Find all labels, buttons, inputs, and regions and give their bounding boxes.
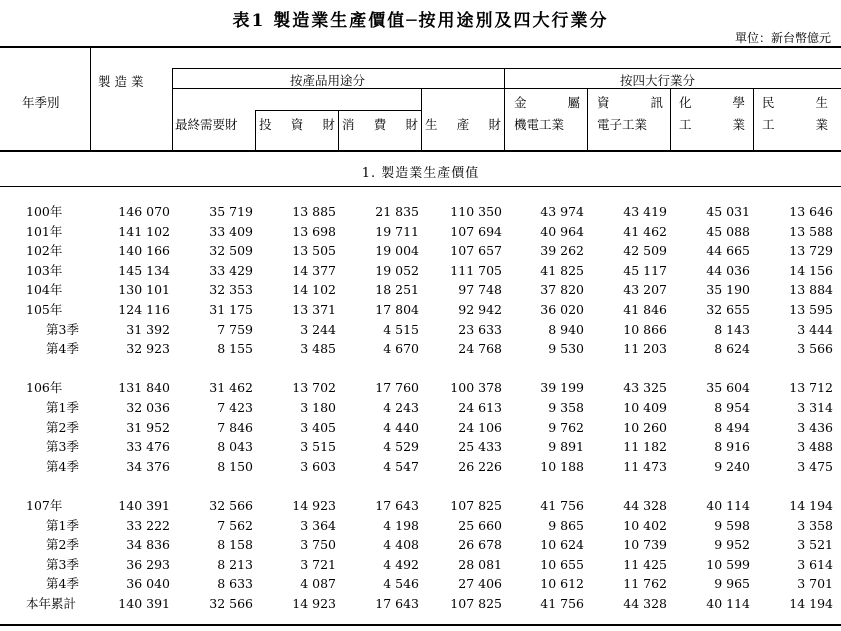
cell-metal: 10 624: [540, 537, 584, 553]
cell-civil: 3 566: [797, 341, 833, 357]
cell-metal: 9 358: [548, 399, 584, 415]
divider: [338, 110, 339, 151]
cell-civil: 3 358: [797, 517, 833, 533]
cell-consumption: 4 515: [383, 321, 419, 337]
cell-consumption: 4 408: [383, 537, 419, 553]
cell-manufacturing: 146 070: [118, 204, 170, 219]
cell-manufacturing: 36 293: [126, 556, 170, 572]
cell-chem: 8 954: [714, 399, 750, 415]
cell-chem: 8 143: [714, 321, 750, 337]
cell-investment: 3 515: [300, 439, 336, 455]
top-rule: [0, 46, 841, 48]
cell-consumption: 4 492: [383, 556, 419, 572]
cell-chem: 8 624: [714, 341, 750, 357]
divider: [172, 68, 173, 151]
table-row: [0, 339, 841, 359]
cell-final-demand: 35 719: [209, 204, 253, 219]
cell-metal: 43 974: [540, 204, 584, 219]
cell-chem: 45 088: [706, 223, 750, 239]
row-label: 102年: [26, 243, 63, 259]
cell-investment: 3 244: [300, 321, 336, 337]
cell-civil: 3 475: [797, 458, 833, 474]
header-civil-1: 民 生: [762, 95, 828, 110]
cell-consumption: 18 251: [375, 282, 419, 298]
cell-production: 107 657: [450, 243, 502, 259]
header-final-demand: 最終需要財: [175, 117, 238, 132]
cell-production: 100 378: [450, 380, 502, 396]
cell-metal: 41 825: [540, 262, 584, 278]
row-label: 第1季: [46, 517, 79, 533]
cell-civil: 14 194: [789, 595, 833, 611]
cell-production: 26 678: [458, 537, 502, 553]
cell-manufacturing: 140 391: [118, 595, 170, 611]
cell-chem: 40 114: [706, 595, 750, 611]
cell-investment: 14 377: [292, 262, 336, 278]
row-label: 第1季: [46, 399, 79, 415]
cell-production: 27 406: [458, 576, 502, 592]
cell-production: 24 768: [458, 341, 502, 357]
cell-manufacturing: 131 840: [118, 380, 170, 396]
table-row: [0, 202, 841, 222]
cell-investment: 13 698: [292, 223, 336, 239]
cell-production: 97 748: [458, 282, 502, 298]
cell-civil: 3 521: [797, 537, 833, 553]
cell-civil: 3 614: [797, 556, 833, 572]
cell-production: 23 633: [458, 321, 502, 337]
row-label: 105年: [26, 301, 63, 317]
cell-final-demand: 31 462: [209, 380, 253, 396]
divider: [255, 110, 421, 111]
cell-final-demand: 32 353: [209, 282, 253, 298]
cell-final-demand: 8 043: [217, 439, 253, 455]
cell-final-demand: 32 566: [209, 595, 253, 611]
row-label: 第2季: [46, 419, 79, 435]
cell-chem: 40 114: [706, 497, 750, 513]
cell-civil: 13 595: [789, 301, 833, 317]
cell-metal: 41 756: [540, 497, 584, 513]
cell-metal: 41 756: [540, 595, 584, 611]
cell-info: 11 473: [623, 458, 667, 474]
cell-production: 25 660: [458, 517, 502, 533]
divider: [172, 88, 841, 89]
cell-civil: 13 729: [789, 243, 833, 259]
cell-consumption: 17 804: [375, 301, 419, 317]
cell-consumption: 4 440: [383, 419, 419, 435]
cell-civil: 3 436: [797, 419, 833, 435]
row-label: 107年: [26, 497, 63, 513]
bottom-rule: [0, 624, 841, 626]
cell-chem: 8 916: [714, 439, 750, 455]
cell-manufacturing: 33 476: [126, 439, 170, 455]
cell-manufacturing: 124 116: [118, 301, 170, 317]
cell-metal: 9 865: [548, 517, 584, 533]
header-by-industry: 按四大行業分: [620, 73, 696, 88]
cell-investment: 13 702: [292, 380, 336, 396]
row-label: 103年: [26, 262, 63, 278]
cell-metal: 10 655: [540, 556, 584, 572]
cell-investment: 3 721: [300, 556, 336, 572]
row-label: 第2季: [46, 537, 79, 553]
row-spacer: [0, 359, 841, 379]
cell-civil: 14 194: [789, 497, 833, 513]
cell-civil: 3 701: [797, 576, 833, 592]
cell-consumption: 4 198: [383, 517, 419, 533]
row-label: 第3季: [46, 439, 79, 455]
table-title: 表1 製造業生產價值─按用途別及四大行業分: [232, 11, 609, 31]
section-rule: [0, 186, 841, 187]
header-metal-2: 機電工業: [514, 117, 565, 132]
header-info-2: 電子工業: [597, 117, 648, 132]
cell-investment: 3 603: [300, 458, 336, 474]
cell-metal: 9 891: [548, 439, 584, 455]
cell-info: 10 260: [623, 419, 667, 435]
row-label: 104年: [26, 282, 63, 298]
cell-info: 11 762: [623, 576, 667, 592]
cell-investment: 4 087: [300, 576, 336, 592]
cell-production: 28 081: [458, 556, 502, 572]
cell-production: 107 825: [450, 595, 502, 611]
cell-info: 10 402: [623, 517, 667, 533]
table-row: [0, 437, 841, 457]
cell-consumption: 19 052: [375, 262, 419, 278]
table-row: [0, 280, 841, 300]
row-label: 第3季: [46, 321, 79, 337]
row-label: 101年: [26, 223, 63, 239]
cell-metal: 10 612: [540, 576, 584, 592]
cell-final-demand: 32 566: [209, 497, 253, 513]
divider: [753, 88, 754, 151]
cell-info: 43 419: [623, 204, 667, 219]
cell-investment: 3 750: [300, 537, 336, 553]
cell-manufacturing: 141 102: [118, 223, 170, 239]
data-table-body: [0, 202, 841, 613]
cell-production: 92 942: [458, 301, 502, 317]
cell-production: 24 106: [458, 419, 502, 435]
cell-chem: 35 190: [706, 282, 750, 298]
cell-investment: 3 364: [300, 517, 336, 533]
row-spacer: [0, 476, 841, 496]
cell-info: 45 117: [623, 262, 667, 278]
cell-metal: 39 199: [540, 380, 584, 396]
row-label: 第4季: [46, 576, 79, 592]
cell-civil: 13 884: [789, 282, 833, 298]
cell-investment: 13 505: [292, 243, 336, 259]
cell-chem: 45 031: [706, 204, 750, 219]
unit-label: 單位：新台幣億元: [734, 31, 831, 45]
cell-investment: 13 371: [292, 301, 336, 317]
cell-info: 42 509: [623, 243, 667, 259]
cell-final-demand: 8 150: [217, 458, 253, 474]
cell-consumption: 19 004: [375, 243, 419, 259]
cell-metal: 9 530: [548, 341, 584, 357]
table-row: [0, 594, 841, 614]
header-metal-1: 金 屬: [514, 95, 580, 110]
cell-civil: 14 156: [789, 262, 833, 278]
cell-investment: 14 923: [292, 497, 336, 513]
cell-chem: 32 655: [706, 301, 750, 317]
table-row: [0, 516, 841, 536]
cell-info: 10 739: [623, 537, 667, 553]
cell-info: 10 866: [623, 321, 667, 337]
cell-chem: 9 965: [714, 576, 750, 592]
cell-investment: 14 923: [292, 595, 336, 611]
cell-consumption: 4 243: [383, 399, 419, 415]
cell-metal: 8 940: [548, 321, 584, 337]
table-row: [0, 300, 841, 320]
cell-final-demand: 7 423: [217, 399, 253, 415]
cell-chem: 9 240: [714, 458, 750, 474]
divider: [421, 88, 422, 151]
cell-final-demand: 33 409: [209, 223, 253, 239]
cell-metal: 40 964: [540, 223, 584, 239]
cell-manufacturing: 130 101: [118, 282, 170, 298]
cell-manufacturing: 31 952: [126, 419, 170, 435]
row-label: 本年累計: [26, 595, 77, 611]
row-label: 第3季: [46, 556, 79, 572]
cell-production: 107 825: [450, 497, 502, 513]
cell-manufacturing: 32 923: [126, 341, 170, 357]
cell-chem: 9 598: [714, 517, 750, 533]
table-row: [0, 320, 841, 340]
header-chem-1: 化 學: [679, 95, 745, 110]
cell-civil: 13 646: [789, 204, 833, 219]
cell-consumption: 4 529: [383, 439, 419, 455]
cell-info: 41 462: [623, 223, 667, 239]
header-info-1: 資 訊: [597, 95, 663, 110]
cell-investment: 3 180: [300, 399, 336, 415]
cell-manufacturing: 32 036: [126, 399, 170, 415]
cell-final-demand: 8 633: [217, 576, 253, 592]
table-row: [0, 378, 841, 398]
cell-manufacturing: 140 166: [118, 243, 170, 259]
cell-chem: 8 494: [714, 419, 750, 435]
cell-production: 110 350: [450, 204, 502, 219]
cell-manufacturing: 36 040: [126, 576, 170, 592]
divider: [670, 88, 671, 151]
header-chem-2: 工 業: [679, 117, 745, 132]
cell-civil: 13 588: [789, 223, 833, 239]
cell-info: 11 182: [623, 439, 667, 455]
cell-consumption: 4 547: [383, 458, 419, 474]
header-production: 生 產 財: [425, 117, 501, 132]
cell-production: 107 694: [450, 223, 502, 239]
table-row: [0, 241, 841, 261]
cell-final-demand: 33 429: [209, 262, 253, 278]
cell-info: 43 325: [623, 380, 667, 396]
divider: [255, 110, 256, 151]
cell-chem: 44 036: [706, 262, 750, 278]
cell-info: 44 328: [623, 595, 667, 611]
table-row: [0, 418, 841, 438]
cell-metal: 39 262: [540, 243, 584, 259]
section-title: 1. 製造業生產價值: [361, 166, 480, 181]
cell-final-demand: 8 155: [217, 341, 253, 357]
cell-final-demand: 8 213: [217, 556, 253, 572]
cell-consumption: 17 760: [375, 380, 419, 396]
table-row: [0, 555, 841, 575]
cell-final-demand: 31 175: [209, 301, 253, 317]
cell-final-demand: 32 509: [209, 243, 253, 259]
cell-investment: 3 485: [300, 341, 336, 357]
cell-consumption: 19 711: [375, 223, 419, 239]
header-rule: [0, 150, 841, 152]
table-row: [0, 535, 841, 555]
row-label: 第4季: [46, 458, 79, 474]
table-row: [0, 398, 841, 418]
cell-metal: 9 762: [548, 419, 584, 435]
cell-consumption: 17 643: [375, 497, 419, 513]
cell-info: 44 328: [623, 497, 667, 513]
cell-manufacturing: 33 222: [126, 517, 170, 533]
cell-investment: 14 102: [292, 282, 336, 298]
cell-final-demand: 7 846: [217, 419, 253, 435]
cell-civil: 3 488: [797, 439, 833, 455]
cell-info: 10 409: [623, 399, 667, 415]
cell-info: 11 425: [623, 556, 667, 572]
cell-info: 43 207: [623, 282, 667, 298]
cell-civil: 3 314: [797, 399, 833, 415]
table-row: [0, 261, 841, 281]
table-row: [0, 574, 841, 594]
header-period: 年季別: [22, 95, 60, 110]
row-label: 第4季: [46, 341, 79, 357]
cell-consumption: 4 546: [383, 576, 419, 592]
divider: [172, 68, 841, 69]
cell-chem: 44 665: [706, 243, 750, 259]
divider: [587, 88, 588, 151]
cell-production: 111 705: [450, 262, 502, 278]
cell-investment: 3 405: [300, 419, 336, 435]
cell-production: 26 226: [458, 458, 502, 474]
cell-metal: 10 188: [540, 458, 584, 474]
cell-metal: 37 820: [540, 282, 584, 298]
header-consumption: 消 費 財: [342, 117, 418, 132]
cell-final-demand: 8 158: [217, 537, 253, 553]
table-row: [0, 222, 841, 242]
cell-manufacturing: 31 392: [126, 321, 170, 337]
cell-chem: 35 604: [706, 380, 750, 396]
table-row: [0, 457, 841, 477]
cell-consumption: 17 643: [375, 595, 419, 611]
cell-chem: 10 599: [706, 556, 750, 572]
cell-civil: 13 712: [789, 380, 833, 396]
header-by-use: 按產品用途分: [290, 73, 366, 88]
header-civil-2: 工 業: [762, 117, 828, 132]
cell-manufacturing: 140 391: [118, 497, 170, 513]
cell-consumption: 21 835: [375, 204, 419, 219]
cell-production: 24 613: [458, 399, 502, 415]
cell-production: 25 433: [458, 439, 502, 455]
cell-final-demand: 7 759: [217, 321, 253, 337]
cell-manufacturing: 145 134: [118, 262, 170, 278]
divider: [90, 48, 91, 151]
row-label: 100年: [26, 204, 63, 219]
cell-investment: 13 885: [292, 204, 336, 219]
cell-manufacturing: 34 376: [126, 458, 170, 474]
cell-metal: 36 020: [540, 301, 584, 317]
header-investment: 投 資 財: [259, 117, 335, 132]
cell-info: 41 846: [623, 301, 667, 317]
cell-manufacturing: 34 836: [126, 537, 170, 553]
cell-consumption: 4 670: [383, 341, 419, 357]
cell-chem: 9 952: [714, 537, 750, 553]
cell-civil: 3 444: [797, 321, 833, 337]
row-label: 106年: [26, 380, 63, 396]
divider: [504, 68, 505, 151]
table-row: [0, 496, 841, 516]
cell-info: 11 203: [623, 341, 667, 357]
cell-final-demand: 7 562: [217, 517, 253, 533]
header-manufacturing: 製 造 業: [98, 74, 144, 89]
